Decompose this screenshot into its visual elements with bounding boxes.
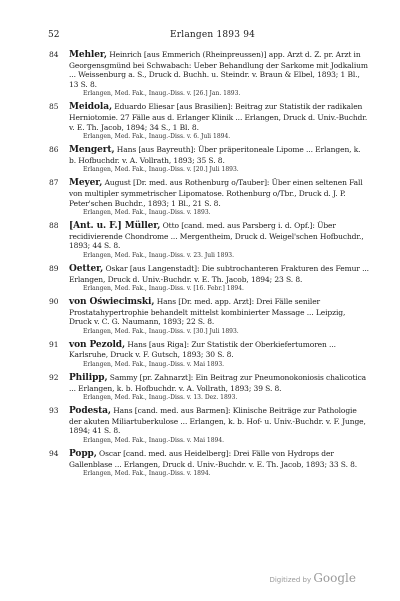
entry-number: 88 — [49, 221, 59, 231]
entry-citation — [69, 449, 369, 469]
entry-citation — [69, 297, 369, 327]
author-name: Meidola, — [69, 102, 112, 113]
dissertation-note: Erlangen, Med. Fak., Inaug.-Diss. v. 23. Juli 1893. — [83, 251, 235, 259]
dissertation-note: Erlangen, Med. Fak., Inaug.-Diss. v. Mai 1893. — [83, 361, 225, 369]
author-name: von Oświecimski, — [69, 297, 155, 308]
entry-citation — [69, 221, 369, 251]
bibliography-entry — [49, 449, 369, 478]
entry-number: 93 — [49, 406, 59, 416]
dissertation-note: Erlangen, Med. Fak., Inaug.-Diss. v. [16. Febr.] 1894. — [83, 285, 244, 293]
entry-number: 86 — [49, 145, 59, 155]
author-name: Mehler, — [69, 50, 107, 60]
dissertation-note: Erlangen, Med. Fak., Inaug.-Diss. v. Mai 1894. — [83, 437, 225, 445]
citation-text: Eduardo Eliesar [aus Brasilien]: Beitrag zur Statistik der radikalen Herniotomie. 27 Fälle aus d. Erlanger Klinik ... Erlangen, Druck d. Univ.-Buchdr. v. E. Th. Jacob, 1894; 34 S., 1 Bl. 8. — [69, 102, 368, 132]
entry-citation — [69, 102, 369, 132]
bibliography-entry — [49, 297, 369, 336]
author-name: Popp, — [69, 449, 97, 460]
citation-text: Otto [cand. med. aus Parsberg i. d. Opf.]: Über recidivierende Chondrome ... Mergentheim, Druck d. Weigel'schen Hofbuchdr., 1893; 44 S. 8. — [69, 221, 364, 251]
page-number: 52 — [48, 30, 60, 40]
citation-text: Oskar [aus Langenstadt]: Die subtrochanteren Frakturen des Femur ... Erlangen, Druck d. Univ.-Buchdr. v. E. Th. Jacob, 1894; 23 S. 8. — [69, 263, 369, 284]
dissertation-note: Erlangen, Med. Fak., Inaug.-Diss. v. [20.] Juli 1893. — [83, 166, 239, 174]
bibliography-entry — [49, 102, 369, 141]
entry-citation — [69, 340, 369, 360]
watermark-prefix: Digitized by — [269, 576, 312, 584]
author-name: [Ant. u. F.] Müller, — [69, 221, 161, 232]
entry-number: 90 — [49, 297, 59, 307]
author-name: Meyer, — [69, 178, 103, 189]
author-name: Oetter, — [69, 263, 104, 274]
entry-number: 92 — [49, 373, 59, 383]
running-title: Erlangen 1893 94 — [170, 30, 256, 40]
entry-citation — [69, 264, 369, 284]
author-name: Mengert, — [69, 145, 115, 156]
dissertation-note: Erlangen, Med. Fak., Inaug.-Diss. v. 13. Dez. 1893. — [83, 394, 238, 402]
citation-text: Sammy [pr. Zahnarzt]: Ein Beitrag zur Pneumonokoniosis chalicotica ... Erlangen, k. b. Hofbuchdr. v. A. Vollrath, 1893; 39 S. 8. — [69, 373, 367, 393]
author-name: von Pezold, — [69, 339, 126, 350]
entry-number: 91 — [49, 339, 59, 349]
bibliography-entry — [49, 178, 369, 217]
bibliography-list — [49, 50, 369, 482]
entry-number: 94 — [49, 449, 59, 459]
citation-text: Hans [aus Riga]: Zur Statistik der Oberkiefertumoren ... Karlsruhe, Druck v. F. Gutsch, 1893; 30 S. 8. — [69, 339, 336, 360]
bibliography-entry — [49, 406, 369, 445]
bibliography-entry — [49, 373, 369, 402]
entry-number: 87 — [49, 178, 59, 188]
citation-text: Oscar [cand. med. aus Heidelberg]: Drei Fälle von Hydrops der Gallenblase ... Erlangen, Druck d. Univ.-Buchdr. v. E. Th. Jacob, 1893; 33 S. 8. — [69, 449, 358, 469]
entry-citation — [69, 373, 369, 393]
author-name: Podesta, — [69, 406, 111, 417]
author-name: Philipp, — [69, 373, 108, 384]
citation-text: Hans [cand. med. aus Barmen]: Klinische Beiträge zur Pathologie der akuten Miliartuberkulose ... Erlangen, k. b. Hof- u. Univ.-Buchdr. v. F. Junge, 1894; 41 S. 8. — [69, 406, 366, 436]
citation-text: Hans [aus Bayreuth]: Über präperitoneale Lipome ... Erlangen, k. b. Hofbuchdr. v. A. Vollrath, 1893; 35 S. 8. — [69, 145, 361, 165]
entry-number: 85 — [49, 102, 59, 112]
bibliography-entry — [49, 264, 369, 293]
dissertation-note: Erlangen, Med. Fak., Inaug.-Diss. v. [30.] Juli 1893. — [83, 327, 239, 335]
page-header — [48, 30, 358, 44]
bibliography-entry — [49, 145, 369, 174]
citation-text: Hans [Dr. med. app. Arzt]: Drei Fälle seniler Prostatahypertrophie behandelt mittelst kombinierter Massage ... Leipzig, Druck v. C. G. Naumann, 1893; 22 S. 8. — [69, 297, 346, 327]
entry-citation — [69, 50, 369, 89]
dissertation-note: Erlangen, Med. Fak., Inaug.-Diss. v. 6. Juli 1894. — [83, 133, 231, 141]
google-watermark — [269, 571, 356, 585]
dissertation-note: Erlangen, Med. Fak., Inaug.-Diss. v. [26.] Jan. 1893. — [83, 90, 241, 98]
entry-number: 84 — [49, 50, 59, 59]
dissertation-note: Erlangen, Med. Fak., Inaug.-Diss. v. 1894. — [83, 470, 211, 478]
entry-citation — [69, 406, 369, 436]
bibliography-entry — [49, 340, 369, 369]
citation-text: August [Dr. med. aus Rothenburg o/Tauber]: Über einen seltenen Fall von multipler symmetrischer Lipomatose. Rothenburg o/Tbr., Druck d. J. P. Peter'schen Buchdr., 1893; 1 Bl., 21 S. 8. — [69, 178, 363, 208]
bibliography-entry — [49, 50, 369, 98]
entry-citation — [69, 178, 369, 208]
bibliography-entry — [49, 221, 369, 260]
google-logo: Google — [313, 571, 356, 585]
dissertation-note: Erlangen, Med. Fak., Inaug.-Diss. v. 1893. — [83, 209, 211, 217]
entry-citation — [69, 145, 369, 165]
citation-text: Heinrich [aus Emmerich (Rheinpreussen)] app. Arzt d. Z. pr. Arzt in Georgensgmünd bei Schwabach: Ueber Behandlung der Sarkome mit Jodkalium ... Weissenburg a. S., Druck d. Buchh. u. Steindr. v. Braun & Elbel, 1893; 1 Bl., 13 S. 8. — [69, 50, 368, 89]
entry-number: 89 — [49, 263, 59, 273]
